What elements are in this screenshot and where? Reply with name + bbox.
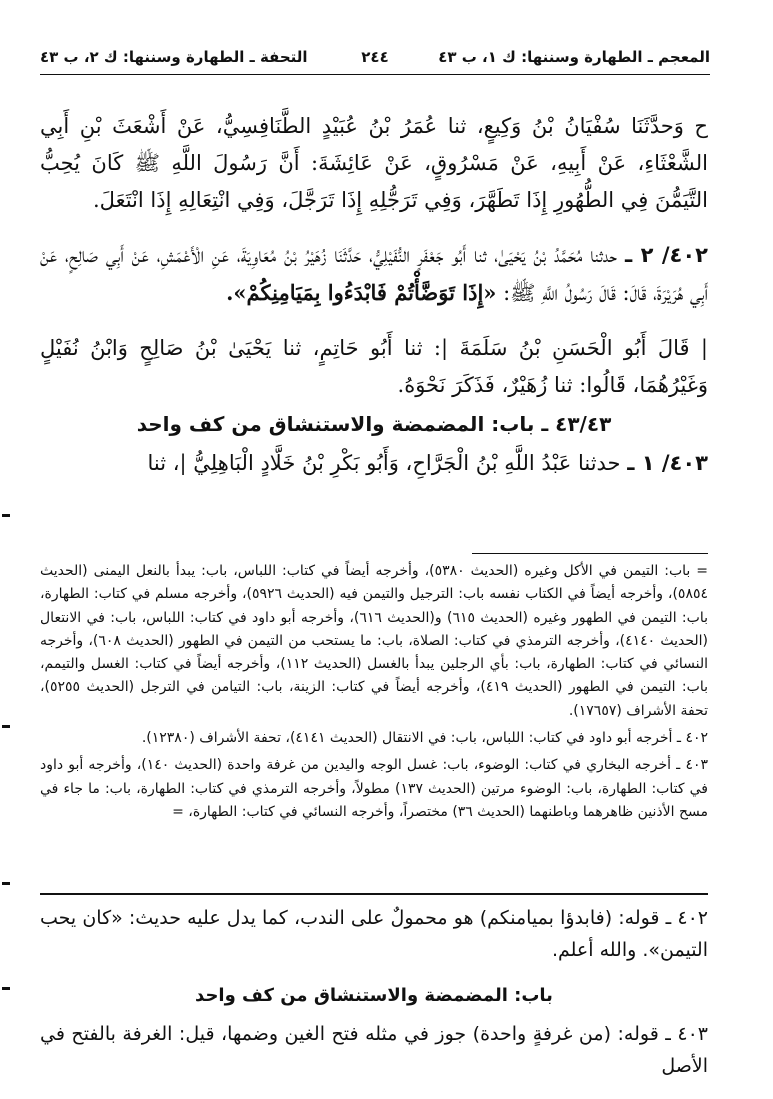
margin-mark [2,725,10,728]
margin-mark [2,882,10,885]
hadith-402-isnad: حدثنا مُحَمَّدُ بْنُ يَحْيَىٰ، ثنا أَبُو جَعْفَرٍ النُّفَيْلِيُّ، حَدَّثَنَا زُهَيْرُ بْنُ مُعَاوِيَةَ، عَنِ الْأَعْمَشِ، عَنْ أَبِي صَالِحٍ، عَنْ أَبِي هُرَيْرَةَ، قَالَ: قَالَ رَسُولُ اللَّهِ ﷺ: [40,243,708,305]
footnotes [40,560,708,828]
header-right-reference: المعجم ـ الطهارة وسننها: ك ١، ب ٤٣ [438,48,710,66]
commentary [40,902,708,1082]
commentary-402: ٤٠٢ ـ قوله: (فابدؤا بميامنكم) هو محمولٌ على الندب، كما يدل عليه حديث: «كان يحب التيمن». والله أعلم. [40,907,708,961]
hadith-403-isnad: حدثنا عَبْدُ اللَّهِ بْنُ الْجَرَّاحِ، وَأَبُو بَكْرِ بْنُ خَلَّادٍ الْبَاهِلِيُّ |، ثنا [147,451,621,475]
footnote-rule [472,553,708,554]
hadith-401-continuation: ح وَحدَّثَنَا سُفْيَانُ بْنُ وَكِيعٍ، ثنا عُمَرُ بْنُ عُبَيْدٍ الطَّنَافِسِيُّ، عَنْ أَشْعَثَ بْنِ أَبِي الشَّعْثَاءِ، عَنْ أَبِيهِ، عَنْ مَسْرُوقٍ، عَنْ عَائِشَةَ: أَنَّ رَسُولَ اللَّهِ ﷺ كَانَ يُحِبُّ التَّيَمُّنَ فِي الطُّهُورِ إِذَا تَطَهَّرَ، وَفِي تَرَجُّلِهِ إِذَا تَرَجَّلَ، وَفِي انْتِعَالِهِ إِذَا انْتَعَلَ. [40,114,708,212]
chapter-heading: ٤٣/٤٣ ـ باب: المضمضة والاستنشاق من كف واحد [136,412,612,436]
hadith-403 [40,445,708,482]
hadith-403-number: ٤٠٣/ ١ ـ [627,451,708,475]
footnote-403: ٤٠٣ ـ أخرجه البخاري في كتاب: الوضوء، باب: غسل الوجه واليدين من غرفة واحدة (الحديث ١٤٠)، وأخرجه أبو داود في كتاب: الطهارة، باب: الوضوء مرتين (الحديث ١٣٧) مطولاً، وأخرجه الترمذي في كتاب: الطهارة، باب: ما جاء في مسح الأذنين ظاهرهما وباطنهما (الحديث ٣٦) مختصراً، وأخرجه النسائي في كتاب: الطهارة، = [40,757,708,820]
running-header [40,44,710,74]
main-text [40,108,708,482]
hadith-402-matn: «إِذَا تَوَضَّأْتُمْ فَابْدَءُوا بِمَيَامِنِكُمْ». [226,280,497,305]
header-left-reference: التحفة ـ الطهارة وسننها: ك ٢، ب ٤٣ [40,48,308,66]
commentary-403: ٤٠٣ ـ قوله: (من غرفةٍ واحدة) جوز في مثله فتح الغين وضمها، قيل: الغرفة بالفتح في الأصل [40,1023,708,1077]
margin-mark [2,987,10,990]
hadith-402-narration-note: | قَالَ أَبُو الْحَسَنِ بْنُ سَلَمَةَ |: ثنا أَبُو حَاتِمٍ، ثنا يَحْيَىٰ بْنُ صَالِحٍ وَابْنُ نُفَيْلٍ وَغَيْرُهُمَا، قَالُوا: ثنا زُهَيْرٌ، فَذَكَرَ نَحْوَهُ. [40,336,708,397]
commentary-rule [40,893,708,895]
margin-mark [2,514,10,517]
hadith-402-number: ٤٠٢/ ٢ ـ [624,243,708,267]
commentary-chapter-heading: باب: المضمضة والاستنشاق من كف واحد [195,985,553,1006]
hadith-402 [40,237,708,312]
footnote-402: ٤٠٢ ـ أخرجه أبو داود في كتاب: اللباس، باب: في الانتقال (الحديث ٤١٤١)، تحفة الأشراف (١٢٣٨٠). [141,730,708,747]
header-rule [40,74,710,75]
footnote-401-continuation: = باب: التيمن في الأكل وغيره (الحديث ٥٣٨٠)، وأخرجه أيضاً في كتاب: اللباس، باب: يبدأ بالنعل اليمنى (الحديث ٥٨٥٤)، وأخرجه أيضاً في الكتاب نفسه باب: الترجيل والتيمن فيه (الحديث ٥٩٢٦)، وأخرجه مسلم في كتاب: الطهارة، باب: التيمن في الطهور وغيره (الحديث ٦١٥) و(الحديث ٦١٦)، وأخرجه أبو داود في كتاب: اللباس، باب: في الانتعال (الحديث ٤١٤٠)، وأخرجه الترمذي في كتاب: الصلاة، باب: ما يستحب من التيمن في الطهور (الحديث ٦٠٨)، وأخرجه النسائي في كتاب: الطهارة، باب: بأي الرجلين يبدأ بالغسل (الحديث ١١٢)، وأخرجه أيضاً في كتاب: الغسل والتيمم، باب: التيمن في الطهور (الحديث ٤١٩)، وأخرجه أيضاً في كتاب: الزينة، باب: التيامن في الترجل (الحديث ٥٢٥٥)، تحفة الأشراف (١٧٦٥٧). [40,563,708,719]
page-number: ٢٤٤ [361,48,389,66]
